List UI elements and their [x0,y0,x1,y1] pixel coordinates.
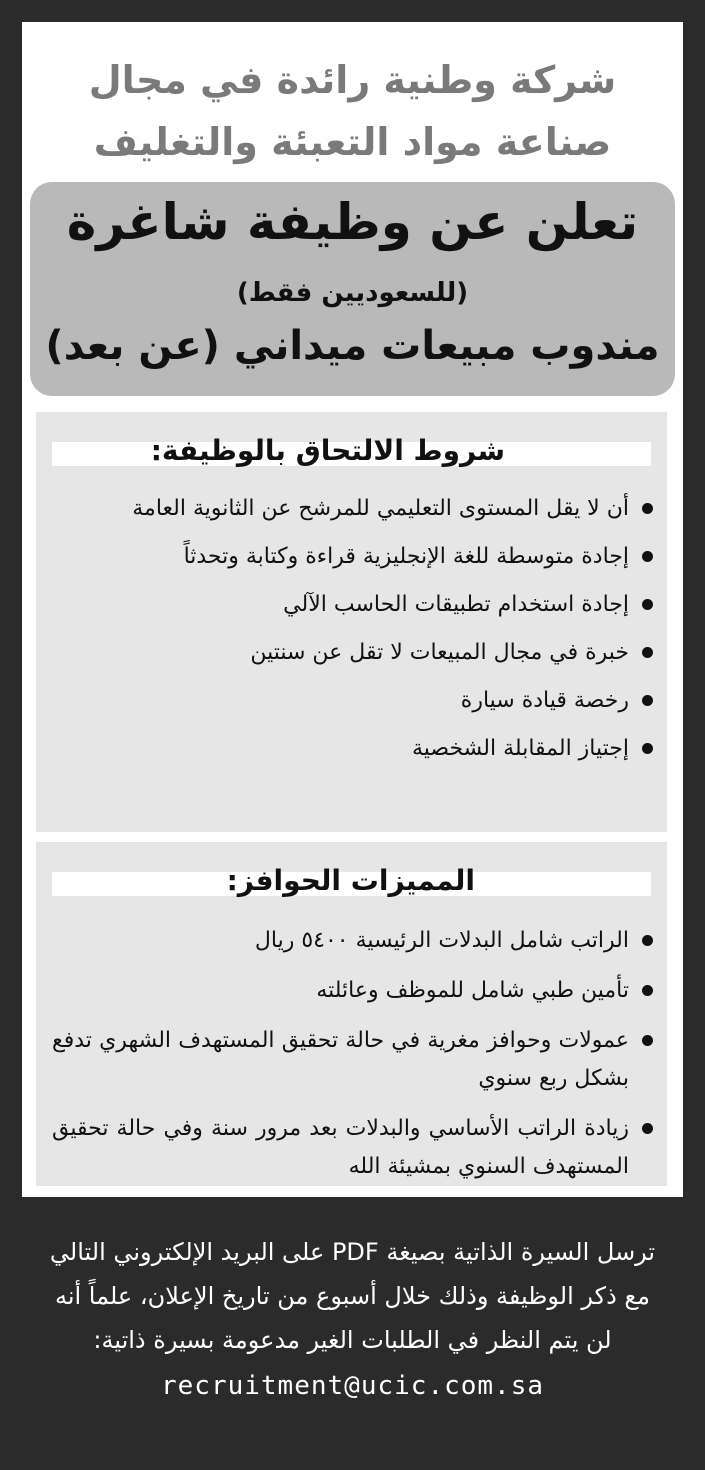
requirements-heading: شروط الالتحاق بالوظيفة: [150,434,505,467]
company-headline-line2: صناعة مواد التعبئة والتغليف [93,120,612,164]
benefits-section [36,842,667,1186]
bullet-icon [642,743,653,754]
bullet-icon [642,1123,653,1134]
bullet-icon [642,935,653,946]
list-item: إجادة استخدام تطبيقات الحاسب الآلي [52,586,655,624]
bullet-icon [642,503,653,514]
vacancy-position: مندوب مبيعات ميداني (عن بعد) [45,323,660,369]
vacancy-title: تعلن عن وظيفة شاغرة [66,193,639,251]
bullet-icon [642,599,653,610]
vacancy-subtitle: (للسعوديين فقط) [236,278,469,308]
list-item: خبرة في مجال المبيعات لا تقل عن سنتين [52,634,655,672]
bullet-icon [642,695,653,706]
instructions-text: ترسل السيرة الذاتية بصيغة PDF على البريد الإلكتروني التالي مع ذكر الوظيفة وذلك خلال أسبوع من تاريخ الإعلان، علماً أنه لن يتم النظر في الطلبات الغير مدعومة بسيرة ذاتية: [49,1238,656,1354]
requirements-list [52,490,655,778]
list-item: رخصة قيادة سيارة [52,682,655,720]
list-item: إجادة متوسطة للغة الإنجليزية قراءة وكتابة وتحدثاً [52,538,655,576]
bullet-icon [642,1035,653,1046]
benefits-heading: المميزات الحوافز: [226,864,475,897]
application-instructions [0,1230,705,1408]
company-headline-line1: شركة وطنية رائدة في مجال [88,58,617,102]
list-item: تأمين طبي شامل للموظف وعائلته [52,972,655,1010]
recruitment-email-link[interactable]: recruitment@ucic.com.sa [160,1371,545,1401]
requirements-section [36,412,667,832]
benefits-heading-bar [52,864,651,897]
vacancy-banner [30,182,675,396]
ad-paper [22,22,683,1197]
bullet-icon [642,551,653,562]
list-item: أن لا يقل المستوى التعليمي للمرشح عن الثانوية العامة [52,490,655,528]
benefits-list [52,922,655,1198]
list-item: زيادة الراتب الأساسي والبدلات بعد مرور سنة وفي حالة تحقيق المستهدف السنوي بمشيئة الله [52,1110,655,1186]
list-item: عمولات وحوافز مغرية في حالة تحقيق المستهدف الشهري تدفع بشكل ربع سنوي [52,1022,655,1098]
list-item: الراتب شامل البدلات الرئيسية ٥٤٠٠ ريال [52,922,655,960]
requirements-heading-bar [52,434,651,467]
list-item: إجتياز المقابلة الشخصية [52,730,655,768]
bullet-icon [642,985,653,996]
bullet-icon [642,647,653,658]
